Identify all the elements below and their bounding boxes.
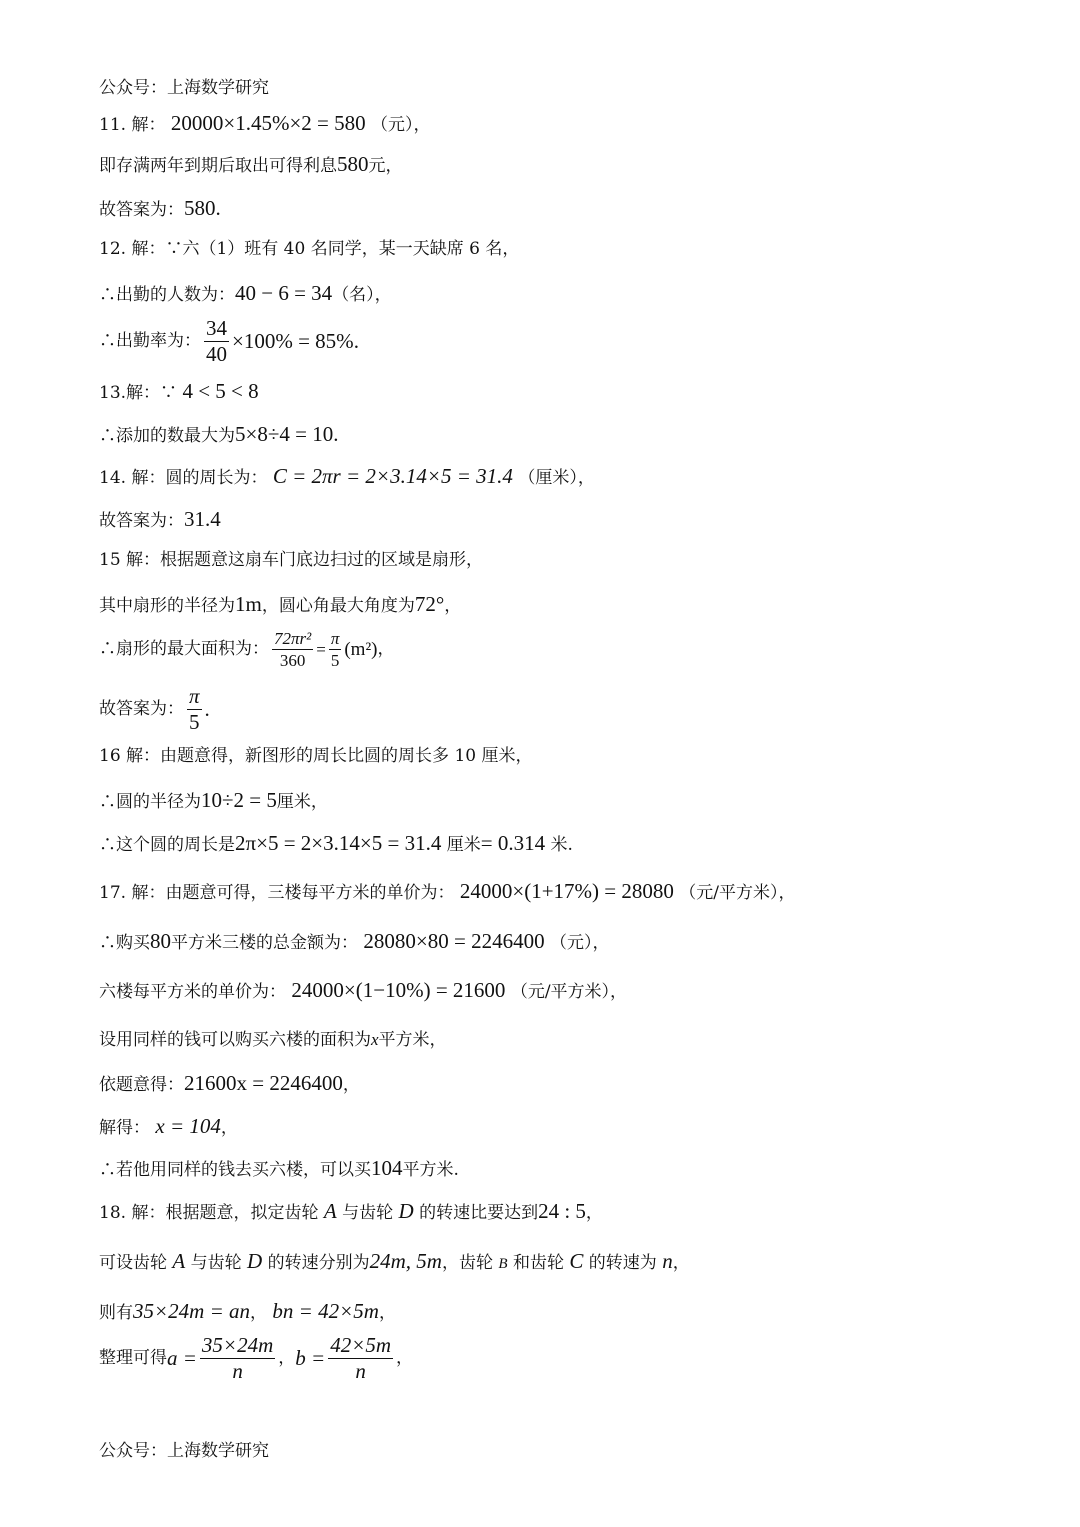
text: ， — [378, 1303, 396, 1323]
fraction — [187, 686, 202, 733]
math-expression: 40 − 6 = 34 — [235, 281, 333, 305]
text: ， — [278, 1348, 296, 1368]
text: （元/平方米）， — [510, 982, 628, 1002]
fraction-denominator: n — [355, 1359, 366, 1383]
math-expression: x = 104 — [155, 1114, 221, 1138]
fraction-denominator: 5 — [187, 709, 202, 733]
solution-17-line-1 — [99, 881, 1060, 902]
solution-15-line-2 — [99, 594, 1060, 615]
math-ratio: 24 : 5 — [538, 1199, 586, 1223]
math-expression: 24m, 5m — [369, 1249, 442, 1273]
solution-14-line-1 — [99, 466, 1060, 487]
text: ， — [342, 1075, 360, 1095]
text: （元/平方米）， — [679, 883, 796, 903]
math-number: 580 — [184, 196, 216, 220]
math-variable: D — [398, 1199, 414, 1223]
solution-11-line-2 — [99, 154, 1060, 175]
text: . — [333, 422, 339, 446]
math-number: 80 — [150, 929, 171, 953]
solution-15-line-1: 15 解：根据题意这扇车门底边扫过的区域是扇形， — [99, 550, 484, 570]
text: 平方米三楼的总金额为： — [171, 933, 358, 953]
text: 11. 解： — [99, 115, 166, 135]
math-number: 31.4 — [184, 507, 221, 531]
fraction — [328, 1335, 393, 1382]
solution-15-answer — [99, 686, 1060, 733]
fraction-numerator: π — [330, 629, 340, 648]
math-expression: 24000×(1−10%) = 21600 — [291, 978, 506, 1002]
text: 可设齿轮 — [99, 1253, 167, 1273]
text: ， — [220, 1118, 238, 1138]
text: 与齿轮 — [190, 1253, 242, 1273]
solution-14-answer — [99, 509, 1060, 530]
solution-13-line-1 — [99, 381, 1060, 402]
text: 13.解：∵ — [99, 383, 178, 403]
text: ∴添加的数最大为 — [99, 426, 235, 446]
text: 的转速比要达到 — [419, 1203, 539, 1223]
text: （元）， — [371, 115, 431, 135]
unit: (m²) — [344, 639, 378, 660]
solution-16-line-1: 16 解：由题意得，新图形的周长比圆的周长多 10 厘米， — [99, 746, 533, 766]
fraction-numerator: π — [189, 684, 200, 708]
page-header: 公众号：上海数学研究 — [99, 78, 269, 98]
solution-12-line-3 — [99, 318, 1060, 365]
math-expression: = 0.314 — [480, 831, 546, 855]
text: 故答案为： — [99, 699, 184, 719]
page-footer: 公众号：上海数学研究 — [99, 1441, 269, 1461]
text: ，圆心角最大角度为 — [261, 596, 415, 616]
math-expression: 20000×1.45%×2 = 580 — [170, 111, 366, 135]
text: 与齿轮 — [342, 1203, 394, 1223]
text: 18. 解：根据题意，拟定齿轮 — [99, 1203, 319, 1223]
text: 的转速为 — [588, 1253, 657, 1273]
text: 整理可得 — [99, 1348, 167, 1368]
equals-sign: = — [316, 640, 326, 659]
solution-18-line-3 — [99, 1301, 1060, 1322]
text: ， — [672, 1253, 690, 1273]
math-expression: 21600x = 2246400 — [184, 1071, 343, 1095]
solution-16-line-3 — [99, 833, 1060, 854]
math-variable: n — [662, 1249, 673, 1273]
math-expression: 5×8÷4 = 10 — [235, 422, 334, 446]
solution-15-line-3 — [99, 630, 1060, 669]
math-value: 72° — [414, 592, 445, 616]
fraction-denominator: 40 — [206, 342, 227, 366]
math-expression: 35×24m = an — [133, 1299, 251, 1323]
fraction-denominator: 5 — [330, 651, 340, 670]
text: ， — [377, 639, 395, 659]
math-number: 104 — [371, 1156, 403, 1180]
fraction-denominator: n — [232, 1359, 243, 1383]
text: 即存满两年到期后取出可得利息 — [99, 156, 337, 176]
text: 解得： — [99, 1118, 150, 1138]
math-expression: ×100% = 85% — [232, 329, 354, 353]
text: 依题意得： — [99, 1075, 184, 1095]
math-number: 580 — [337, 152, 369, 176]
text: . — [353, 329, 359, 353]
solution-13-line-2 — [99, 424, 1060, 445]
math-variable: x — [371, 1030, 379, 1049]
text: ， — [250, 1303, 268, 1323]
solution-18-line-1 — [99, 1201, 1060, 1222]
fraction-numerator: 42×5m — [330, 1333, 392, 1357]
solution-17-line-2 — [99, 931, 1060, 952]
text: （厘米）， — [518, 468, 595, 488]
text: ∴出勤的人数为： — [99, 285, 235, 305]
text: 其中扇形的半径为 — [99, 596, 235, 616]
fraction-denominator: 360 — [279, 651, 306, 670]
text: ∴圆的半径为 — [99, 792, 201, 812]
solution-18-line-2 — [99, 1251, 1060, 1272]
math-expression: 28080×80 = 2246400 — [363, 929, 545, 953]
math-variable: A — [323, 1199, 337, 1223]
text: ∴购买 — [99, 933, 150, 953]
text: ， — [585, 1203, 603, 1223]
text: 故答案为： — [99, 511, 184, 531]
text: 平方米. — [402, 1160, 459, 1180]
math-expression: C = 2πr = 2×3.14×5 = 31.4 — [272, 464, 513, 488]
math-expression: bn = 42×5m — [272, 1299, 379, 1323]
text: 六楼每平方米的单价为： — [99, 982, 286, 1002]
text: ， — [444, 596, 462, 616]
solution-17-line-5 — [99, 1073, 1060, 1094]
text: 元， — [368, 156, 403, 176]
text: ∴扇形的最大面积为： — [99, 639, 269, 659]
solution-12-line-1: 12. 解：∵六（1）班有 40 名同学，某一天缺席 6 名， — [99, 239, 520, 259]
text: 的转速分别为 — [267, 1253, 370, 1273]
math-expression: 24000×(1+17%) = 28080 — [459, 879, 674, 903]
fraction-numerator: 34 — [206, 316, 227, 340]
solution-17-line-6 — [99, 1116, 1060, 1137]
text: 米. — [550, 835, 573, 855]
math-value: 1m — [235, 592, 262, 616]
text: ∴出勤率为： — [99, 331, 201, 351]
text: 则有 — [99, 1303, 133, 1323]
math-variable: D — [247, 1249, 263, 1273]
text: 故答案为： — [99, 200, 184, 220]
math-variable: B — [498, 1256, 508, 1272]
fraction — [272, 630, 313, 669]
text: 17. 解：由题意可得，三楼每平方米的单价为： — [99, 883, 455, 903]
text: ∴这个圆的周长是 — [99, 835, 235, 855]
fraction — [204, 318, 229, 365]
text: 厘米， — [276, 792, 328, 812]
fraction-numerator: 72πr² — [274, 629, 312, 648]
math-expression: 4 < 5 < 8 — [182, 379, 259, 403]
fraction — [200, 1335, 275, 1382]
solution-16-line-2 — [99, 790, 1060, 811]
text: （名）， — [332, 285, 392, 305]
text: ， — [396, 1348, 414, 1368]
math-lhs: a = — [167, 1346, 197, 1370]
fraction-numerator: 35×24m — [201, 1333, 274, 1357]
math-variable: A — [172, 1249, 186, 1273]
solution-11-answer — [99, 198, 1060, 219]
text: . — [215, 196, 221, 220]
math-variable: C — [569, 1249, 584, 1273]
text: 平方米， — [378, 1030, 447, 1050]
text: 14. 解：圆的周长为： — [99, 468, 268, 488]
solution-17-line-3 — [99, 980, 1060, 1001]
text: ∴若他用同样的钱去买六楼，可以买 — [99, 1160, 371, 1180]
math-expression: 10÷2 = 5 — [201, 788, 277, 812]
solution-17-conclusion — [99, 1158, 1060, 1179]
text: 厘米 — [446, 835, 481, 855]
solution-17-line-4 — [99, 1031, 1060, 1049]
solution-18-line-4 — [99, 1335, 1060, 1382]
solution-11-line-1 — [99, 113, 1060, 134]
text: 和齿轮 — [512, 1253, 564, 1273]
text: . — [204, 697, 210, 721]
fraction — [329, 630, 342, 669]
math-lhs: b = — [295, 1346, 326, 1370]
text: （元）， — [550, 933, 610, 953]
text: 设用同样的钱可以购买六楼的面积为 — [99, 1030, 371, 1050]
solution-12-line-2 — [99, 283, 1060, 304]
math-expression: 2π×5 = 2×3.14×5 = 31.4 — [235, 831, 442, 855]
text: ，齿轮 — [441, 1253, 493, 1273]
